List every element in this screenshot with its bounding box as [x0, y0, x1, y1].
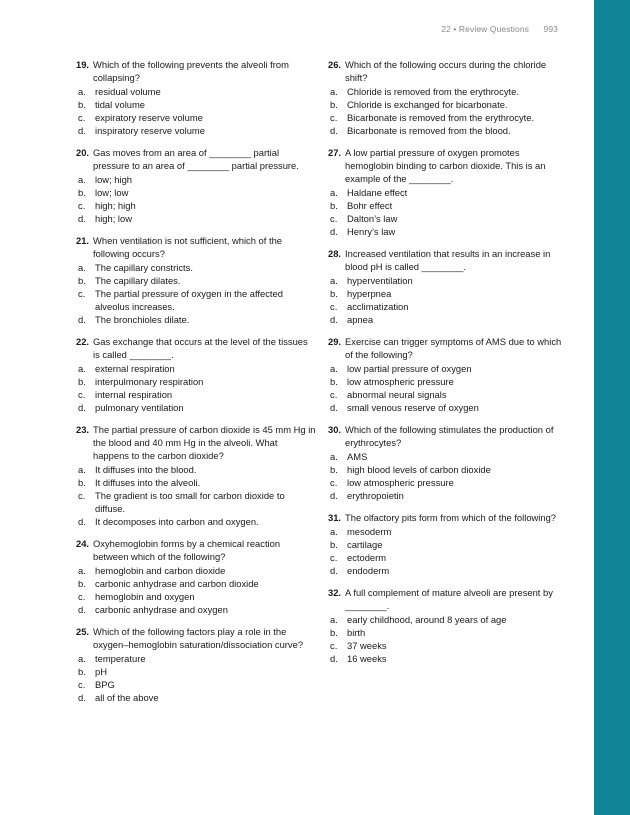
option-text: acclimatization — [347, 301, 409, 312]
answer-option — [328, 450, 568, 463]
option-letter: c. — [78, 490, 86, 501]
option-text: Chloride is removed from the erythrocyte. — [347, 86, 519, 97]
question-row — [328, 247, 568, 273]
question-item — [76, 335, 316, 414]
option-text: all of the above — [95, 692, 159, 703]
option-text: The capillary dilates. — [95, 275, 181, 286]
option-text: low atmospheric pressure — [347, 376, 454, 387]
option-letter: b. — [78, 376, 86, 387]
option-text: interpulmonary respiration — [95, 376, 204, 387]
question-item — [328, 247, 568, 326]
option-text: Bicarbonate is removed from the blood. — [347, 125, 511, 136]
question-text: Gas moves from an area of ________ partial pressure to an area of ________ partial pressure. — [93, 147, 299, 171]
option-letter: b. — [330, 200, 338, 211]
option-text: AMS — [347, 451, 368, 462]
option-letter: b. — [78, 666, 86, 677]
answer-option — [76, 313, 316, 326]
question-text: Exercise can trigger symptoms of AMS due to which of the following? — [345, 336, 562, 360]
option-text: high; high — [95, 200, 136, 211]
option-letter: d. — [330, 226, 338, 237]
answer-option — [328, 626, 568, 639]
option-letter: c. — [330, 112, 338, 123]
option-text: external respiration — [95, 363, 175, 374]
answer-options — [76, 652, 316, 704]
question-number: 31. — [328, 512, 342, 523]
option-letter: a. — [78, 464, 86, 475]
answer-option — [328, 463, 568, 476]
question-item — [76, 146, 316, 225]
option-letter: b. — [330, 288, 338, 299]
question-number: 20. — [76, 147, 90, 158]
option-text: Bicarbonate is removed from the erythrocyte. — [347, 112, 535, 123]
question-text: Which of the following stimulates the production of erythrocytes? — [345, 424, 554, 448]
option-text: tidal volume — [95, 99, 146, 110]
option-text: erythropoietin — [347, 490, 404, 501]
option-letter: a. — [330, 614, 338, 625]
question-text: Gas exchange that occurs at the level of the tissues is called ________. — [93, 336, 308, 360]
question-number: 22. — [76, 336, 90, 347]
answer-option — [76, 678, 316, 691]
answer-option — [328, 489, 568, 502]
question-number: 25. — [76, 626, 90, 637]
answer-option — [328, 564, 568, 577]
answer-option — [76, 274, 316, 287]
option-letter: b. — [330, 99, 338, 110]
answer-option — [76, 401, 316, 414]
answer-option — [76, 463, 316, 476]
option-letter: d. — [78, 692, 86, 703]
answer-options — [328, 613, 568, 665]
answer-option — [328, 388, 568, 401]
answer-option — [76, 577, 316, 590]
question-number: 27. — [328, 147, 342, 158]
option-letter: d. — [78, 213, 86, 224]
question-text: When ventilation is not sufficient, which of the following occurs? — [93, 235, 282, 259]
option-letter: b. — [330, 539, 338, 550]
answer-option — [76, 652, 316, 665]
option-letter: c. — [330, 477, 338, 488]
answer-option — [76, 665, 316, 678]
option-letter: b. — [78, 187, 86, 198]
question-row — [328, 586, 568, 612]
answer-option — [328, 199, 568, 212]
option-text: 37 weeks — [347, 640, 387, 651]
question-number: 28. — [328, 248, 342, 259]
option-letter: d. — [330, 565, 338, 576]
question-item — [76, 625, 316, 704]
answer-option — [328, 300, 568, 313]
option-letter: b. — [78, 578, 86, 589]
option-letter: d. — [330, 314, 338, 325]
option-letter: c. — [330, 389, 338, 400]
answer-options — [328, 274, 568, 326]
answer-option — [76, 590, 316, 603]
question-number: 26. — [328, 59, 342, 70]
option-letter: b. — [78, 275, 86, 286]
answer-option — [76, 212, 316, 225]
option-text: hyperventilation — [347, 275, 413, 286]
question-text: Which of the following prevents the alveoli from collapsing? — [93, 59, 289, 83]
option-letter: a. — [330, 86, 338, 97]
question-item — [328, 335, 568, 414]
option-text: low partial pressure of oxygen — [347, 363, 472, 374]
option-text: endoderm — [347, 565, 390, 576]
answer-option — [76, 388, 316, 401]
question-row — [76, 625, 316, 651]
question-row — [76, 58, 316, 84]
question-item — [328, 586, 568, 665]
option-letter: a. — [78, 363, 86, 374]
answer-option — [328, 111, 568, 124]
option-text: BPG — [95, 679, 115, 690]
running-head — [441, 24, 558, 34]
question-item — [76, 537, 316, 616]
option-letter: d. — [78, 314, 86, 325]
answer-options — [76, 173, 316, 225]
option-text: It decomposes into carbon and oxygen. — [95, 516, 259, 527]
question-text: Oxyhemoglobin forms by a chemical reaction between which of the following? — [93, 538, 281, 562]
option-text: early childhood, around 8 years of age — [347, 614, 507, 625]
answer-options — [328, 186, 568, 238]
option-letter: d. — [330, 653, 338, 664]
question-item — [328, 58, 568, 137]
answer-option — [328, 362, 568, 375]
question-text: The partial pressure of carbon dioxide is 45 mm Hg in the blood and 40 mm Hg in the alveoli. What happens to the carbon dioxide? — [93, 424, 316, 461]
answer-option — [328, 85, 568, 98]
question-row — [76, 537, 316, 563]
option-text: The capillary constricts. — [95, 262, 193, 273]
option-text: carbonic anhydrase and carbon dioxide — [95, 578, 259, 589]
option-text: ectoderm — [347, 552, 387, 563]
answer-option — [328, 639, 568, 652]
answer-options — [76, 463, 316, 528]
option-letter: c. — [330, 640, 338, 651]
answer-option — [328, 551, 568, 564]
option-letter: c. — [78, 200, 86, 211]
question-item — [328, 511, 568, 577]
question-text: Increased ventilation that results in an increase in blood pH is called ________. — [345, 248, 551, 272]
question-number: 21. — [76, 235, 90, 246]
option-letter: c. — [78, 591, 86, 602]
answer-option — [76, 375, 316, 388]
option-letter: b. — [78, 99, 86, 110]
option-text: internal respiration — [95, 389, 173, 400]
option-text: The gradient is too small for carbon dioxide to diffuse. — [95, 490, 285, 514]
answer-option — [76, 98, 316, 111]
answer-option — [328, 613, 568, 626]
option-text: It diffuses into the alveoli. — [95, 477, 201, 488]
option-letter: c. — [330, 301, 338, 312]
question-row — [328, 335, 568, 361]
option-letter: a. — [78, 262, 86, 273]
answer-option — [328, 287, 568, 300]
option-text: Dalton’s law — [347, 213, 398, 224]
answer-option — [328, 525, 568, 538]
answer-option — [76, 476, 316, 489]
question-row — [328, 146, 568, 185]
option-letter: d. — [78, 516, 86, 527]
side-color-bar — [594, 0, 630, 815]
question-row — [76, 234, 316, 260]
question-text: A low partial pressure of oxygen promotes hemoglobin binding to carbon dioxide. This is an example of the ________. — [345, 147, 546, 184]
question-text: A full complement of mature alveoli are present by ________. — [345, 587, 553, 611]
question-row — [328, 511, 568, 524]
answer-options — [328, 362, 568, 414]
question-item — [76, 234, 316, 326]
option-text: abnormal neural signals — [347, 389, 447, 400]
answer-options — [76, 85, 316, 137]
option-text: The bronchioles dilate. — [95, 314, 190, 325]
option-letter: c. — [78, 288, 86, 299]
option-text: high blood levels of carbon dioxide — [347, 464, 491, 475]
option-text: Henry’s law — [347, 226, 396, 237]
option-letter: d. — [78, 402, 86, 413]
question-text: The olfactory pits form from which of the following? — [345, 512, 557, 523]
question-row — [76, 146, 316, 172]
option-letter: c. — [78, 112, 86, 123]
answer-option — [76, 489, 316, 515]
option-text: apnea — [347, 314, 374, 325]
page-number: 993 — [543, 24, 558, 34]
option-letter: d. — [330, 402, 338, 413]
option-letter: d. — [330, 125, 338, 136]
option-text: mesoderm — [347, 526, 392, 537]
option-text: low; high — [95, 174, 133, 185]
option-letter: a. — [78, 174, 86, 185]
option-text: carbonic anhydrase and oxygen — [95, 604, 228, 615]
answer-option — [76, 199, 316, 212]
answer-option — [76, 564, 316, 577]
question-number: 24. — [76, 538, 90, 549]
question-item — [76, 423, 316, 528]
option-text: Bohr effect — [347, 200, 393, 211]
question-text: Which of the following occurs during the chloride shift? — [345, 59, 547, 83]
question-number: 32. — [328, 587, 342, 598]
answer-options — [76, 362, 316, 414]
question-text: Which of the following factors play a role in the oxygen–hemoglobin saturation/dissociation curve? — [93, 626, 304, 650]
answer-option — [328, 313, 568, 326]
option-text: pulmonary ventilation — [95, 402, 184, 413]
option-letter: a. — [330, 187, 338, 198]
answer-option — [328, 212, 568, 225]
answer-options — [76, 564, 316, 616]
answer-option — [328, 274, 568, 287]
question-number: 23. — [76, 424, 90, 435]
option-letter: a. — [330, 275, 338, 286]
option-text: hemoglobin and carbon dioxide — [95, 565, 226, 576]
option-text: Haldane effect — [347, 187, 408, 198]
question-row — [328, 423, 568, 449]
answer-option — [328, 652, 568, 665]
answer-option — [76, 603, 316, 616]
option-text: pH — [95, 666, 107, 677]
option-text: cartilage — [347, 539, 383, 550]
option-letter: a. — [330, 526, 338, 537]
option-text: low; low — [95, 187, 129, 198]
answer-options — [328, 525, 568, 577]
answer-option — [328, 186, 568, 199]
option-letter: b. — [78, 477, 86, 488]
option-text: residual volume — [95, 86, 161, 97]
question-item — [328, 423, 568, 502]
option-text: expiratory reserve volume — [95, 112, 203, 123]
answer-option — [328, 124, 568, 137]
option-text: 16 weeks — [347, 653, 387, 664]
answer-option — [328, 476, 568, 489]
answer-option — [76, 691, 316, 704]
question-column-right — [328, 58, 568, 674]
option-letter: d. — [78, 604, 86, 615]
option-text: high; low — [95, 213, 133, 224]
option-letter: a. — [330, 363, 338, 374]
option-text: inspiratory reserve volume — [95, 125, 205, 136]
question-column-left — [76, 58, 316, 713]
option-letter: d. — [330, 490, 338, 501]
option-letter: a. — [78, 653, 86, 664]
answer-option — [76, 173, 316, 186]
option-letter: c. — [78, 679, 86, 690]
question-item — [76, 58, 316, 137]
option-letter: c. — [78, 389, 86, 400]
option-letter: c. — [330, 552, 338, 563]
option-text: hemoglobin and oxygen — [95, 591, 195, 602]
answer-option — [76, 85, 316, 98]
answer-option — [76, 287, 316, 313]
option-letter: b. — [330, 464, 338, 475]
option-text: low atmospheric pressure — [347, 477, 454, 488]
answer-options — [328, 450, 568, 502]
option-letter: a. — [78, 565, 86, 576]
question-row — [76, 335, 316, 361]
question-row — [76, 423, 316, 462]
answer-option — [328, 538, 568, 551]
option-letter: a. — [330, 451, 338, 462]
option-text: temperature — [95, 653, 146, 664]
question-item — [328, 146, 568, 238]
answer-option — [328, 401, 568, 414]
question-row — [328, 58, 568, 84]
answer-option — [76, 261, 316, 274]
answer-option — [328, 98, 568, 111]
answer-option — [328, 375, 568, 388]
answer-option — [76, 362, 316, 375]
option-letter: a. — [78, 86, 86, 97]
question-number: 30. — [328, 424, 342, 435]
option-letter: c. — [330, 213, 338, 224]
answer-option — [76, 111, 316, 124]
option-letter: d. — [78, 125, 86, 136]
option-letter: b. — [330, 627, 338, 638]
option-letter: b. — [330, 376, 338, 387]
option-text: hyperpnea — [347, 288, 392, 299]
answer-options — [76, 261, 316, 326]
answer-option — [76, 124, 316, 137]
answer-options — [328, 85, 568, 137]
answer-option — [328, 225, 568, 238]
question-number: 19. — [76, 59, 90, 70]
option-text: The partial pressure of oxygen in the affected alveolus increases. — [95, 288, 283, 312]
option-text: It diffuses into the blood. — [95, 464, 197, 475]
question-number: 29. — [328, 336, 342, 347]
option-text: birth — [347, 627, 366, 638]
option-text: small venous reserve of oxygen — [347, 402, 479, 413]
option-text: Chloride is exchanged for bicarbonate. — [347, 99, 508, 110]
answer-option — [76, 515, 316, 528]
answer-option — [76, 186, 316, 199]
chapter-label: 22 • Review Questions — [441, 24, 530, 34]
